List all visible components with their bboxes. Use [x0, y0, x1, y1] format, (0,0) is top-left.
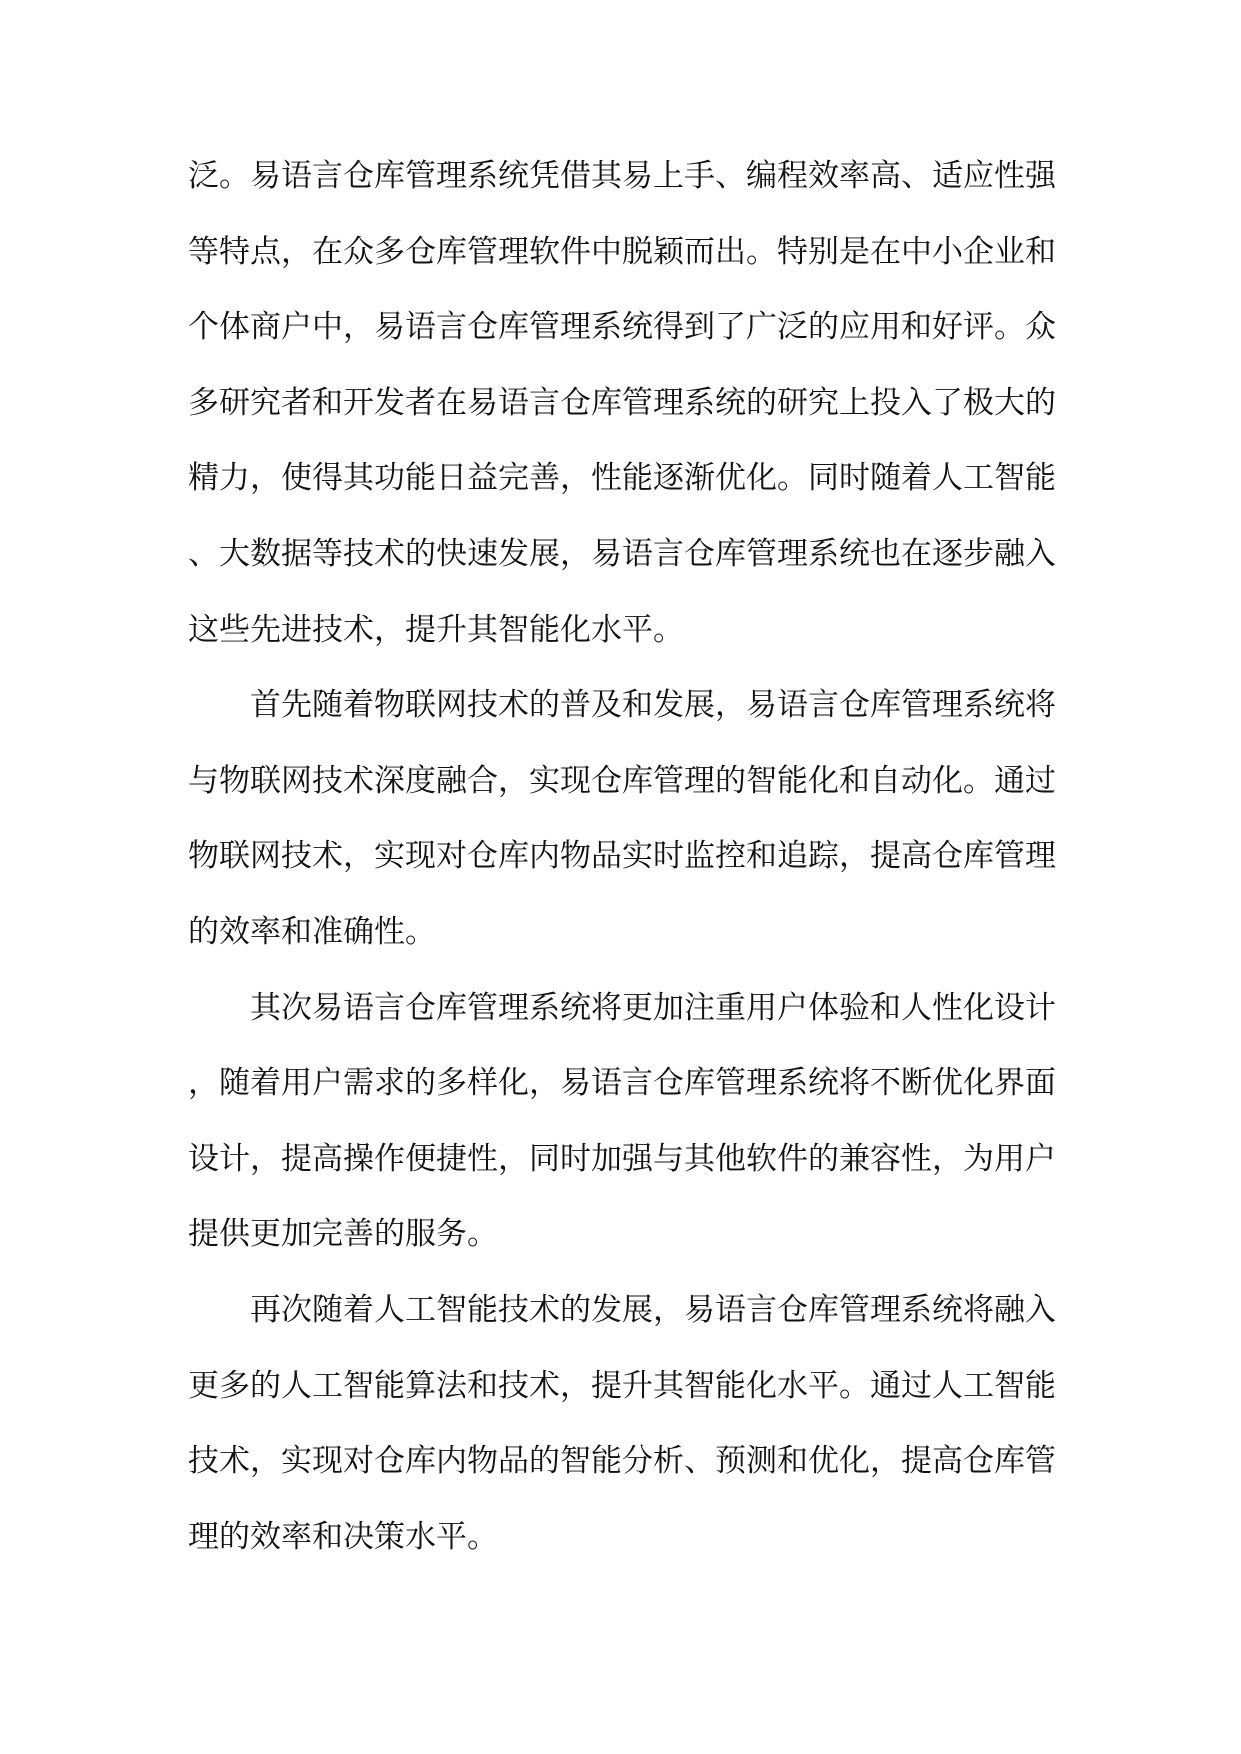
paragraph-ai: 再次随着人工智能技术的发展，易语言仓库管理系统将融入更多的人工智能算法和技术，提升其智能化水平。通过人工智能技术，实现对仓库内物品的智能分析、预测和优化，提高仓库管理的效率和决策水平。 [188, 1291, 1056, 1555]
paragraph-continuation: 泛。易语言仓库管理系统凭借其易上手、编程效率高、适应性强等特点，在众多仓库管理软件中脱颖而出。特别是在中小企业和个体商户中，易语言仓库管理系统得到了广泛的应用和好评。众多研究者和开发者在易语言仓库管理系统的研究上投入了极大的精力，使得其功能日益完善，性能逐渐优化。同时随着人工智能、大数据等技术的快速发展，易语言仓库管理系统也在逐步融入这些先进技术，提升其智能化水平。 [188, 158, 1056, 648]
paragraph-user-experience: 其次易语言仓库管理系统将更加注重用户体验和人性化设计，随着用户需求的多样化，易语言仓库管理系统将不断优化界面设计，提高操作便捷性，同时加强与其他软件的兼容性，为用户提供更加完善的服务。 [188, 989, 1056, 1253]
body-text [188, 139, 1056, 1575]
paragraph-iot: 首先随着物联网技术的普及和发展，易语言仓库管理系统将与物联网技术深度融合，实现仓库管理的智能化和自动化。通过物联网技术，实现对仓库内物品实时监控和追踪，提高仓库管理的效率和准确性。 [188, 687, 1056, 950]
